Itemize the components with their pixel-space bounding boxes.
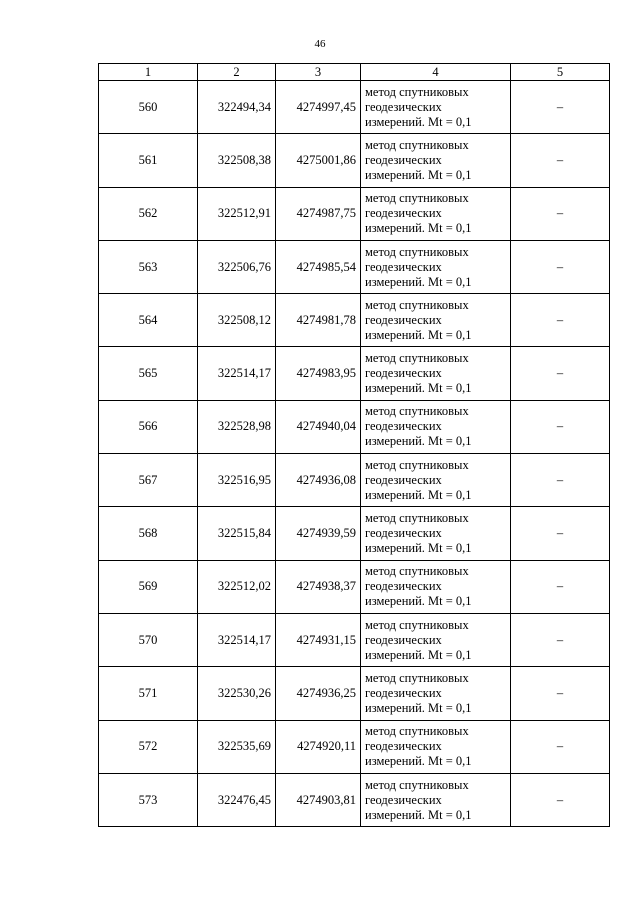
point-number-cell: 563	[99, 240, 198, 293]
table-row	[99, 454, 610, 507]
point-number-cell: 571	[99, 667, 198, 720]
x-coordinate-cell: 322506,76	[198, 240, 276, 293]
method-cell: метод спутниковых геодезических измерений. Mt = 0,1	[361, 294, 511, 347]
page-number: 46	[314, 38, 326, 50]
method-cell: метод спутниковых геодезических измерений. Mt = 0,1	[361, 347, 511, 400]
y-coordinate-cell: 4274983,95	[276, 347, 361, 400]
note-cell: –	[511, 347, 610, 400]
header-col-4: 4	[361, 64, 511, 81]
method-cell: метод спутниковых геодезических измерений. Mt = 0,1	[361, 454, 511, 507]
x-coordinate-cell: 322535,69	[198, 720, 276, 773]
note-cell: –	[511, 613, 610, 666]
note-cell: –	[511, 720, 610, 773]
table-row	[99, 773, 610, 826]
y-coordinate-cell: 4275001,86	[276, 134, 361, 187]
point-number-cell: 567	[99, 454, 198, 507]
y-coordinate-cell: 4274987,75	[276, 187, 361, 240]
method-cell: метод спутниковых геодезических измерений. Mt = 0,1	[361, 240, 511, 293]
note-cell: –	[511, 81, 610, 134]
y-coordinate-cell: 4274940,04	[276, 400, 361, 453]
x-coordinate-cell: 322516,95	[198, 454, 276, 507]
point-number-cell: 570	[99, 613, 198, 666]
y-coordinate-cell: 4274939,59	[276, 507, 361, 560]
table-header	[99, 64, 610, 81]
y-coordinate-cell: 4274936,25	[276, 667, 361, 720]
method-cell: метод спутниковых геодезических измерений. Mt = 0,1	[361, 507, 511, 560]
note-cell: –	[511, 134, 610, 187]
header-col-1: 1	[99, 64, 198, 81]
table-row	[99, 507, 610, 560]
x-coordinate-cell: 322512,02	[198, 560, 276, 613]
x-coordinate-cell: 322514,17	[198, 613, 276, 666]
point-number-cell: 565	[99, 347, 198, 400]
point-number-cell: 560	[99, 81, 198, 134]
x-coordinate-cell: 322494,34	[198, 81, 276, 134]
point-number-cell: 564	[99, 294, 198, 347]
table-row	[99, 560, 610, 613]
note-cell: –	[511, 187, 610, 240]
point-number-cell: 566	[99, 400, 198, 453]
method-cell: метод спутниковых геодезических измерений. Mt = 0,1	[361, 613, 511, 666]
table-row	[99, 347, 610, 400]
point-number-cell: 572	[99, 720, 198, 773]
x-coordinate-cell: 322508,38	[198, 134, 276, 187]
method-cell: метод спутниковых геодезических измерений. Mt = 0,1	[361, 187, 511, 240]
note-cell: –	[511, 454, 610, 507]
x-coordinate-cell: 322530,26	[198, 667, 276, 720]
method-cell: метод спутниковых геодезических измерений. Mt = 0,1	[361, 667, 511, 720]
method-cell: метод спутниковых геодезических измерений. Mt = 0,1	[361, 560, 511, 613]
x-coordinate-cell: 322514,17	[198, 347, 276, 400]
table-row	[99, 294, 610, 347]
point-number-cell: 573	[99, 773, 198, 826]
y-coordinate-cell: 4274997,45	[276, 81, 361, 134]
point-number-cell: 561	[99, 134, 198, 187]
x-coordinate-cell: 322528,98	[198, 400, 276, 453]
table-row	[99, 400, 610, 453]
y-coordinate-cell: 4274920,11	[276, 720, 361, 773]
point-number-cell: 568	[99, 507, 198, 560]
header-col-5: 5	[511, 64, 610, 81]
coordinates-table	[98, 63, 610, 827]
table-row	[99, 81, 610, 134]
note-cell: –	[511, 240, 610, 293]
header-col-3: 3	[276, 64, 361, 81]
table-row	[99, 240, 610, 293]
x-coordinate-cell: 322512,91	[198, 187, 276, 240]
method-cell: метод спутниковых геодезических измерений. Mt = 0,1	[361, 400, 511, 453]
table-body	[99, 81, 610, 827]
table-row	[99, 613, 610, 666]
x-coordinate-cell: 322515,84	[198, 507, 276, 560]
method-cell: метод спутниковых геодезических измерений. Mt = 0,1	[361, 81, 511, 134]
note-cell: –	[511, 667, 610, 720]
table-row	[99, 667, 610, 720]
table-row	[99, 720, 610, 773]
y-coordinate-cell: 4274903,81	[276, 773, 361, 826]
y-coordinate-cell: 4274981,78	[276, 294, 361, 347]
header-col-2: 2	[198, 64, 276, 81]
note-cell: –	[511, 507, 610, 560]
note-cell: –	[511, 560, 610, 613]
x-coordinate-cell: 322476,45	[198, 773, 276, 826]
point-number-cell: 562	[99, 187, 198, 240]
note-cell: –	[511, 773, 610, 826]
table-row	[99, 134, 610, 187]
y-coordinate-cell: 4274931,15	[276, 613, 361, 666]
point-number-cell: 569	[99, 560, 198, 613]
y-coordinate-cell: 4274985,54	[276, 240, 361, 293]
method-cell: метод спутниковых геодезических измерений. Mt = 0,1	[361, 134, 511, 187]
method-cell: метод спутниковых геодезических измерений. Mt = 0,1	[361, 720, 511, 773]
table-row	[99, 187, 610, 240]
note-cell: –	[511, 400, 610, 453]
header-row	[99, 64, 610, 81]
y-coordinate-cell: 4274938,37	[276, 560, 361, 613]
y-coordinate-cell: 4274936,08	[276, 454, 361, 507]
x-coordinate-cell: 322508,12	[198, 294, 276, 347]
note-cell: –	[511, 294, 610, 347]
method-cell: метод спутниковых геодезических измерений. Mt = 0,1	[361, 773, 511, 826]
